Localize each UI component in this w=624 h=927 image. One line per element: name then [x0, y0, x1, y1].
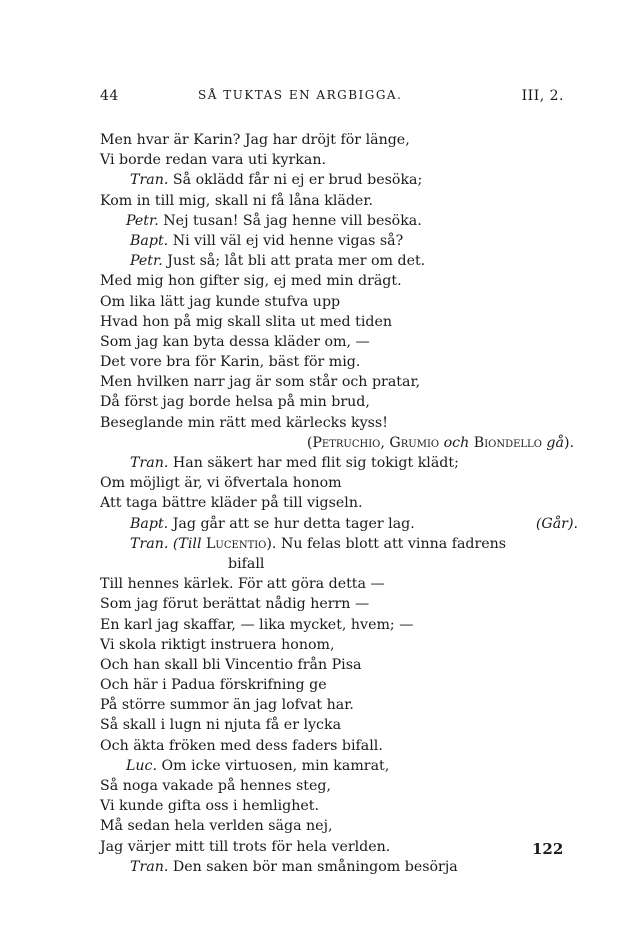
character-name: Petruchio [312, 434, 381, 451]
verse-line: Och han skall bli Vincentio från Pisa [100, 656, 362, 673]
verse-line: Så skall i lugn ni njuta få er lycka [100, 717, 342, 734]
speech-text: Den saken bör man småningom besörja [172, 858, 458, 875]
stage-direction: (Petruchio, Grumio och Biondello gå). [306, 434, 574, 451]
speech-line [100, 231, 578, 251]
speech-line [100, 251, 578, 271]
verse-line: Då först jag borde helsa på min brud, [100, 394, 370, 411]
sheet-number: 122 [532, 840, 564, 858]
verse-line: Beseglande min rätt med kärlecks kyss! [100, 414, 388, 431]
speech-line [100, 453, 578, 473]
verse-line: Vi borde redan vara uti kyrkan. [100, 152, 327, 169]
speech-text: Så oklädd får ni ej er brud besöka; [172, 172, 423, 189]
verse-line: Med mig hon gifter sig, ej med min drägt. [100, 273, 402, 290]
speaker-name: Bapt. [130, 232, 169, 249]
character-name: Biondello [473, 434, 542, 451]
speaker-name: Tran. [130, 535, 169, 552]
verse-line: Jag värjer mitt till trots för hela verlden. [100, 838, 391, 855]
speech-line [100, 514, 578, 534]
running-header [100, 88, 572, 110]
verse-line: Vi kunde gifta oss i hemlighet. [100, 798, 319, 815]
speech-text: Just så; låt bli att prata mer om det. [167, 253, 426, 270]
verse-line: Kom in till mig, skall ni få låna kläder. [100, 192, 374, 209]
speech-line [100, 534, 578, 554]
speech-text: Om icke virtuosen, min kamrat, [161, 757, 390, 774]
verse-line: Till hennes kärlek. För att göra detta — [100, 576, 385, 593]
verse-line: Som jag kan byta dessa kläder om, — [100, 333, 370, 350]
verse-line: Vi skola riktigt instruera honom, [100, 636, 335, 653]
verse-line: Men hvilken narr jag är som står och pratar, [100, 374, 421, 391]
verse-line: Må sedan hela verlden säga nej, [100, 818, 333, 835]
verse-line: Och äkta fröken med dess faders bifall. [100, 737, 383, 754]
verse-line: På större summor än jag lofvat har. [100, 697, 354, 714]
verse-line: Hvad hon på mig skall slita ut med tiden [100, 313, 392, 330]
verse-line: Om möjligt är, vi öfvertala honom [100, 475, 342, 492]
speech-text: Han säkert har med flit sig tokigt klädt; [172, 455, 459, 471]
verse-line: Och här i Padua förskrifning ge [100, 677, 327, 694]
speech-text: Ni vill väl ej vid henne vigas så? [172, 232, 404, 249]
character-name: Lucentio [206, 535, 267, 552]
speech-line [100, 857, 578, 877]
verse-line: Så noga vakade på hennes steg, [100, 778, 331, 794]
act-scene-label: III, 2. [521, 88, 564, 104]
speaker-name: Tran. [130, 172, 169, 189]
speaker-name: Bapt. [130, 515, 169, 532]
speech-text: Nu felas blott att vinna fadrens [280, 535, 507, 552]
stage-direction: (Går). [535, 515, 578, 532]
speaker-name: Petr. [126, 212, 159, 229]
verse-line: Att taga bättre kläder på till vigseln. [100, 495, 363, 512]
verse-line: Men hvar är Karin? Jag har dröjt för länge, [100, 132, 410, 148]
verse-line: Det vore bra för Karin, bäst för mig. [100, 354, 361, 371]
speaker-name: Petr. [130, 253, 163, 270]
speech-text: Jag går att se hur detta tager lag. [172, 515, 415, 532]
running-title: SÅ TUKTAS EN ARGBIGGA. [198, 88, 403, 102]
verse-line: Som jag förut berättat nådig herrn — [100, 596, 370, 613]
stage-direction: (Till Lucentio). [172, 535, 277, 552]
verse-line: En karl jag skaffar, — lika mycket, hvem; — [100, 616, 414, 633]
play-text [100, 130, 578, 877]
page-number: 44 [100, 88, 119, 104]
verse-line: Om lika lätt jag kunde stufva upp [100, 293, 341, 310]
character-name: Grumio [389, 434, 440, 451]
speaker-name: Tran. [130, 858, 169, 875]
speech-text: Nej tusan! Så jag henne vill besöka. [163, 212, 422, 229]
speech-line [100, 170, 578, 190]
verse-line-continuation: bifall [228, 555, 265, 572]
speech-line [100, 756, 578, 776]
speaker-name: Luc. [126, 757, 158, 774]
speech-line [100, 211, 578, 231]
speaker-name: Tran. [130, 455, 169, 471]
